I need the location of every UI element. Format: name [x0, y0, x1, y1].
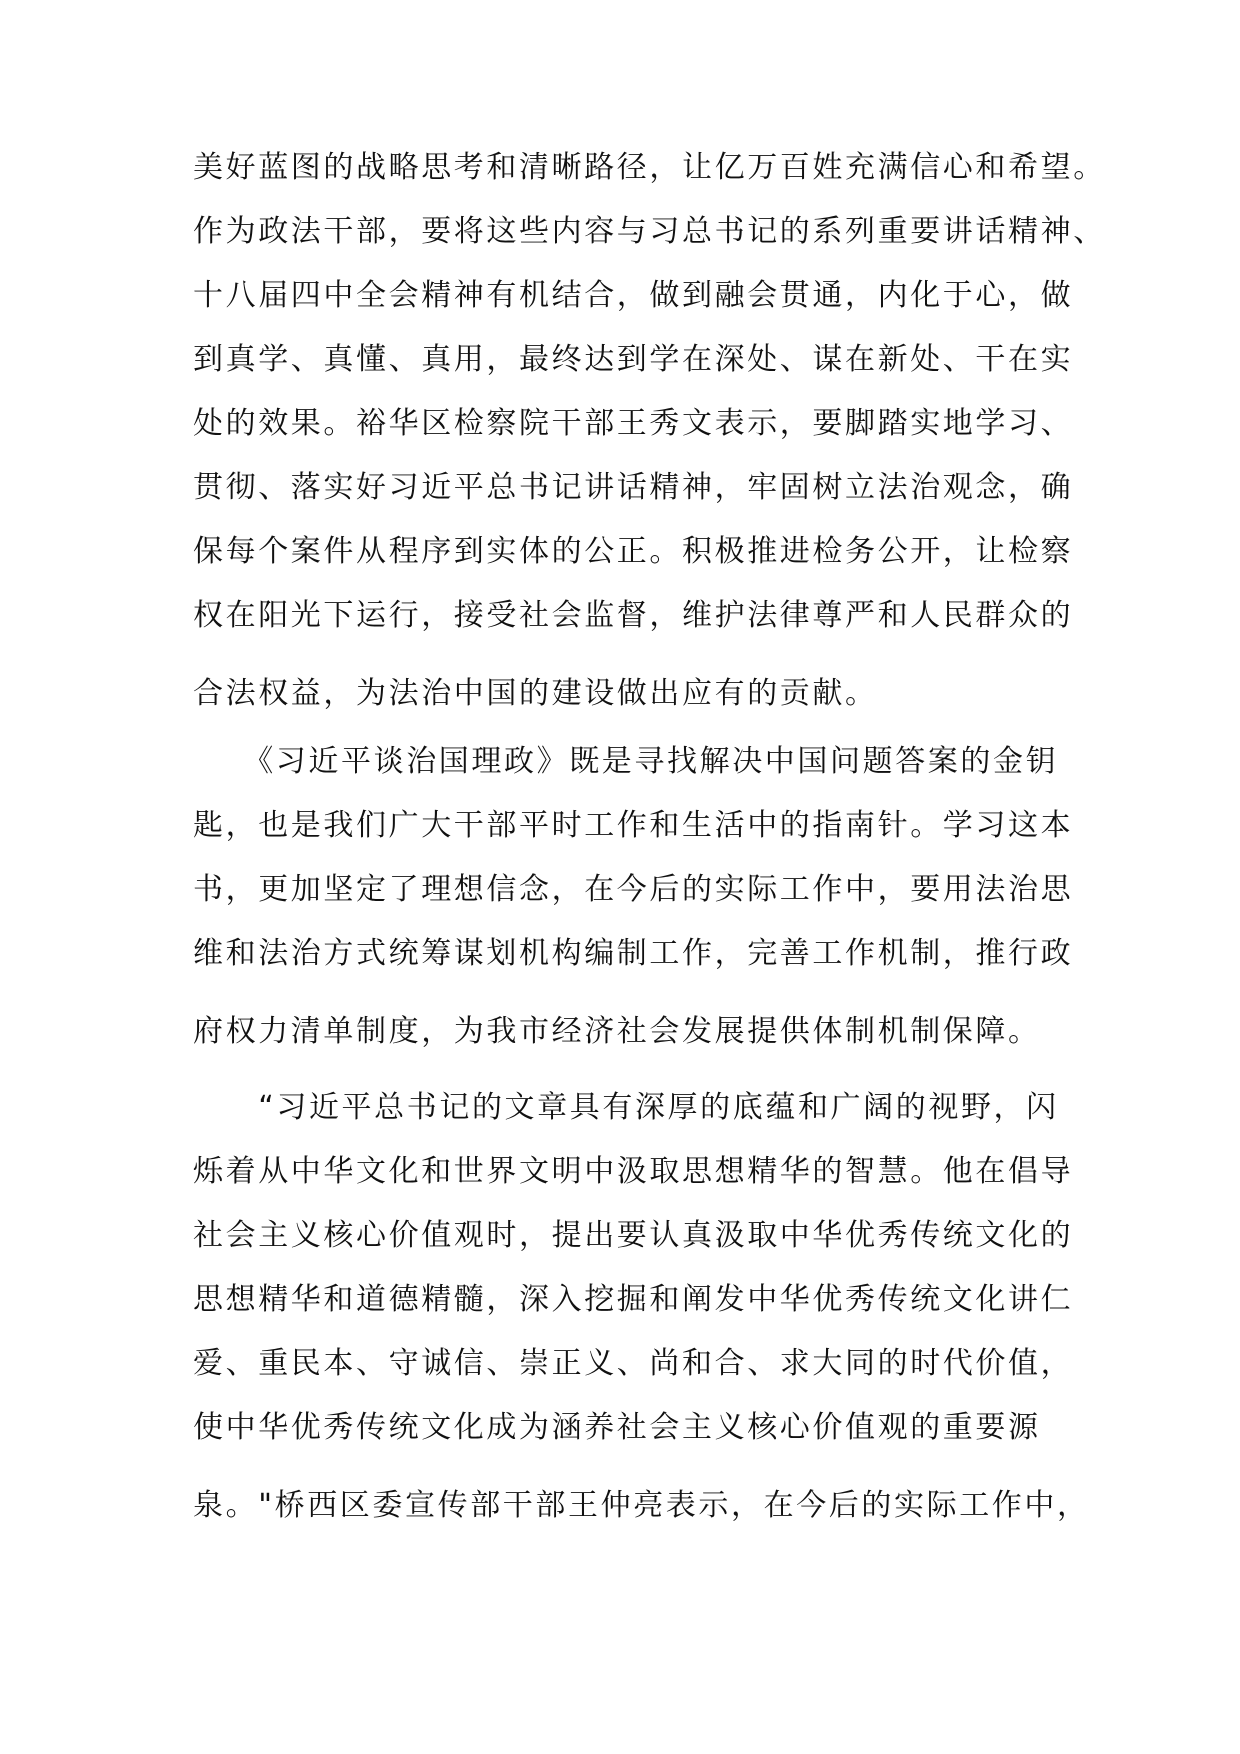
- paragraph-line: 十八届四中全会精神有机结合，做到融会贯通，内化于心，做: [193, 278, 1074, 313]
- paragraph-line: 美好蓝图的战略思考和清晰路径，让亿万百姓充满信心和希望。: [193, 150, 1106, 185]
- paragraph-line: 社会主义核心价值观时，提出要认真汲取中华优秀传统文化的: [193, 1218, 1074, 1253]
- paragraph-line: 烁着从中华文化和世界文明中汲取思想精华的智慧。他在倡导: [193, 1154, 1074, 1189]
- paragraph-line: 保每个案件从程序到实体的公正。积极推进检务公开，让检察: [193, 534, 1074, 569]
- paragraph-line: “习近平总书记的文章具有深厚的底蕴和广阔的视野，闪: [193, 1090, 1059, 1125]
- paragraph-line: 书，更加坚定了理想信念，在今后的实际工作中，要用法治思: [193, 872, 1074, 907]
- paragraph-3: [193, 1076, 1090, 1538]
- paragraph-line: 维和法治方式统筹谋划机构编制工作，完善工作机制，推行政: [193, 936, 1074, 971]
- paragraph-line: 权在阳光下运行，接受社会监督，维护法律尊严和人民群众的: [193, 598, 1074, 633]
- paragraph-line: 作为政法干部，要将这些内容与习总书记的系列重要讲话精神、: [193, 214, 1106, 249]
- paragraph-line: 府权力清单制度，为我市经济社会发展提供体制机制保障。: [193, 1014, 1041, 1049]
- paragraph-line: 思想精华和道德精髓，深入挖掘和阐发中华优秀传统文化讲仁: [193, 1282, 1074, 1317]
- paragraph-line: 使中华优秀传统文化成为涵养社会主义核心价值观的重要源: [193, 1410, 1041, 1445]
- paragraph-line: 到真学、真懂、真用，最终达到学在深处、谋在新处、干在实: [193, 342, 1074, 377]
- paragraph-line: 匙，也是我们广大干部平时工作和生活中的指南针。学习这本: [193, 808, 1074, 843]
- paragraph-line: 《习近平谈治国理政》既是寻找解决中国问题答案的金钥: [193, 744, 1059, 779]
- paragraph-line: 爱、重民本、守诚信、崇正义、尚和合、求大同的时代价值，: [193, 1346, 1074, 1381]
- paragraph-line: 合法权益，为法治中国的建设做出应有的贡献。: [193, 676, 878, 711]
- paragraph-1: [193, 136, 1106, 726]
- paragraph-line: 处的效果。裕华区检察院干部王秀文表示，要脚踏实地学习、: [193, 406, 1074, 441]
- paragraph-line: 贯彻、落实好习近平总书记讲话精神，牢固树立法治观念，确: [193, 470, 1074, 505]
- paragraph-line: 泉。"桥西区委宣传部干部王仲亮表示，在今后的实际工作中，: [193, 1488, 1090, 1523]
- paragraph-2: [193, 730, 1083, 1064]
